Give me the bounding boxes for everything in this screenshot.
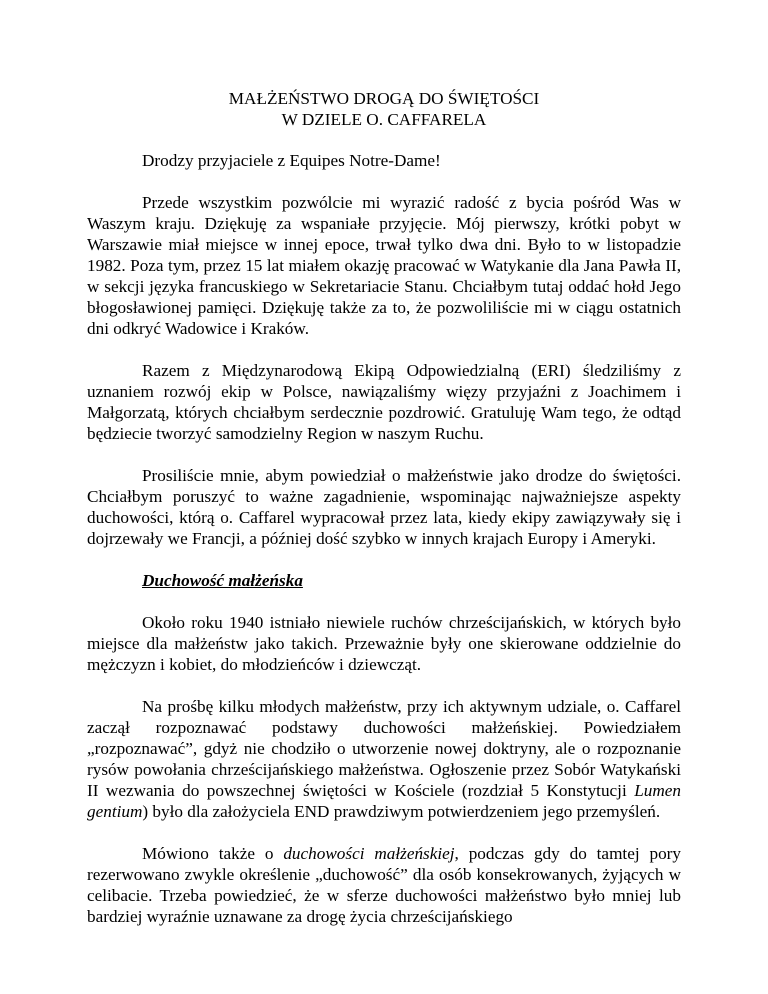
greeting-paragraph: Drodzy przyjaciele z Equipes Notre-Dame! xyxy=(142,151,441,170)
paragraph-6-italic: duchowości małżeńskiej xyxy=(283,844,455,863)
paragraph-6-text-a: Mówiono także o xyxy=(142,844,284,863)
paragraph-5-italic: Lumen gentium xyxy=(87,781,681,821)
paragraph-5-text-b: ) było dla założyciela END prawdziwym potwierdzeniem jego przemyśleń. xyxy=(142,802,661,821)
document-body xyxy=(87,88,681,927)
paragraph-2: Razem z Międzynarodową Ekipą Odpowiedzialną (ERI) śledziliśmy z uznaniem rozwój ekip w Polsce, nawiązaliśmy więzy przyjaźni z Joachimem i Małgorzatą, których chciałbym serdecznie pozdrowić. Gratuluję Wam tego, że odtąd będziecie tworzyć samodzielny Region w naszym Ruchu. xyxy=(87,361,681,443)
paragraph-5 xyxy=(87,696,681,822)
document-title xyxy=(87,88,681,130)
paragraph-5-text-a: Na prośbę kilku młodych małżeństw, przy ich aktywnym udziale, o. Caffarel zaczął rozpoznawać podstawy duchowości małżeńskiej. Powiedziałem „rozpoznawać”, gdyż nie chodziło o utworzenie nowej doktryny, ale o rozpoznanie rysów powołania chrześcijańskiego małżeństwa. Ogłoszenie przez Sobór Watykański II wezwania do powszechnej świętości w Kościele (rozdział 5 Konstytucji xyxy=(87,697,681,800)
paragraph-1: Przede wszystkim pozwólcie mi wyrazić radość z bycia pośród Was w Waszym kraju. Dziękuję za wspaniałe przyjęcie. Mój pierwszy, krótki pobyt w Warszawie miał miejsce w innej epoce, trwał tylko dwa dni. Było to w listopadzie 1982. Poza tym, przez 15 lat miałem okazję pracować w Watykanie dla Jana Pawła II, w sekcji języka francuskiego w Sekretariacie Stanu. Chciałbym tutaj oddać hołd Jego błogosławionej pamięci. Dziękuję także za to, że pozwoliliście mi w ciągu ostatnich dni odkryć Wadowice i Kraków. xyxy=(87,193,681,338)
paragraph-4: Około roku 1940 istniało niewiele ruchów chrześcijańskich, w których było miejsce dla małżeństw jako takich. Przeważnie były one skierowane oddzielnie do mężczyzn i kobiet, do młodzieńców i dziewcząt. xyxy=(87,613,681,674)
title-line-2: W DZIELE O. CAFFARELA xyxy=(281,110,487,129)
paragraph-6 xyxy=(87,843,681,927)
section-heading: Duchowość małżeńska xyxy=(142,571,303,590)
paragraph-3: Prosiliście mnie, abym powiedział o małżeństwie jako drodze do świętości. Chciałbym poruszyć to ważne zagadnienie, wspominając najważniejsze aspekty duchowości, którą o. Caffarel wypracował przez lata, kiedy ekipy zawiązywały się i dojrzewały we Francji, a później dość szybko w innych krajach Europy i Ameryki. xyxy=(87,466,681,548)
title-line-1: MAŁŻEŃSTWO DROGĄ DO ŚWIĘTOŚCI xyxy=(228,89,540,108)
paragraph-6-text-b: , podczas gdy do tamtej pory rezerwowano zwykle określenie „duchowość” dla osób konsekrowanych, żyjących w celibacie. Trzeba powiedzieć, że w sferze duchowości małżeństwo było mniej lub bardziej wyraźnie uznawane za drogę życia chrześcijańskiego xyxy=(87,844,681,926)
